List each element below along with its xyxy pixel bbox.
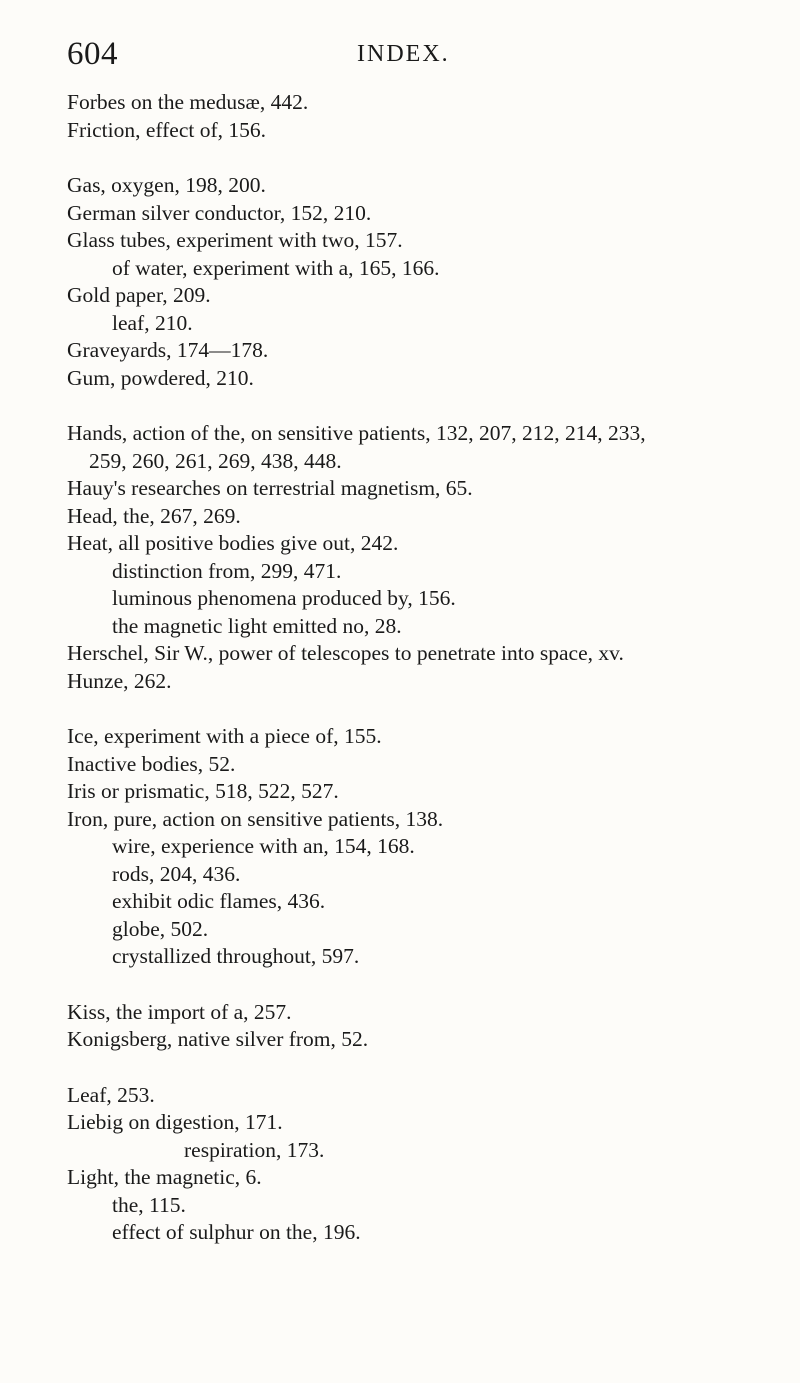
index-entry: Light, the magnetic, 6.: [67, 1165, 262, 1189]
index-subentry: the, 115.: [112, 1192, 186, 1217]
index-entry: Friction, effect of, 156.: [67, 117, 267, 142]
index-subentry: distinction from, 299, 471.: [112, 558, 342, 583]
index-subentry: respiration, 173.: [184, 1137, 325, 1162]
index-letter-group: [67, 1082, 792, 1247]
index-entry: Iris or prismatic, 518, 522, 527.: [67, 779, 339, 803]
index-entry: 259, 260, 261, 269, 438, 448.: [89, 448, 342, 473]
index-entry: Gum, powdered, 210.: [67, 365, 254, 390]
index-entry: Leaf, 253.: [67, 1082, 155, 1107]
index-subentry: effect of sulphur on the, 196.: [112, 1220, 361, 1244]
group-spacer: [67, 695, 792, 723]
index-entry: Forbes on the medusæ, 442.: [67, 90, 309, 114]
index-entry: Head, the, 267, 269.: [67, 503, 241, 528]
index-entry: Hunze, 262.: [67, 668, 172, 693]
page-header: [67, 34, 727, 74]
index-subentry: crystallized throughout, 597.: [112, 944, 360, 968]
index-entry: Gold paper, 209.: [67, 283, 211, 307]
index-entry: Glass tubes, experiment with two, 157.: [67, 228, 403, 252]
running-head-title: INDEX.: [357, 41, 450, 67]
index-entry: German silver conductor, 152, 210.: [67, 200, 372, 225]
index-letter-group: [67, 420, 792, 695]
group-spacer: [67, 392, 792, 420]
index-subentry: globe, 502.: [112, 916, 209, 941]
index-entry: Kiss, the import of a, 257.: [67, 999, 292, 1024]
index-letter-group: [67, 999, 792, 1054]
index-entry: Gas, oxygen, 198, 200.: [67, 173, 266, 197]
index-entry: Herschel, Sir W., power of telescopes to penetrate into space, xv.: [67, 641, 624, 665]
index-subentry: the magnetic light emitted no, 28.: [112, 613, 402, 638]
index-subentry: exhibit odic flames, 436.: [112, 889, 326, 913]
index-entry: Iron, pure, action on sensitive patients, 138.: [67, 806, 444, 831]
index-entry: Liebig on digestion, 171.: [67, 1110, 283, 1134]
index-entry: Inactive bodies, 52.: [67, 751, 236, 776]
index-entry: Heat, all positive bodies give out, 242.: [67, 531, 399, 555]
index-entry: Hauy's researches on terrestrial magnetism, 65.: [67, 476, 473, 500]
index-entry: Hands, action of the, on sensitive patients, 132, 207, 212, 214, 233,: [67, 421, 646, 445]
page-number: 604: [67, 36, 118, 72]
index-letter-group: [67, 723, 792, 971]
group-spacer: [67, 144, 792, 172]
index-letter-group: [67, 172, 792, 392]
group-spacer: [67, 1054, 792, 1082]
index-subentry: rods, 204, 436.: [112, 861, 241, 886]
index-body: [67, 89, 792, 1247]
index-subentry: luminous phenomena produced by, 156.: [112, 586, 456, 610]
index-entry: Ice, experiment with a piece of, 155.: [67, 724, 382, 748]
index-subentry: of water, experiment with a, 165, 166.: [112, 255, 440, 280]
index-entry: Konigsberg, native silver from, 52.: [67, 1027, 369, 1051]
index-subentry: leaf, 210.: [112, 310, 193, 335]
group-spacer: [67, 971, 792, 999]
index-letter-group: [67, 89, 792, 144]
index-entry: Graveyards, 174—178.: [67, 338, 269, 362]
index-subentry: wire, experience with an, 154, 168.: [112, 834, 415, 858]
